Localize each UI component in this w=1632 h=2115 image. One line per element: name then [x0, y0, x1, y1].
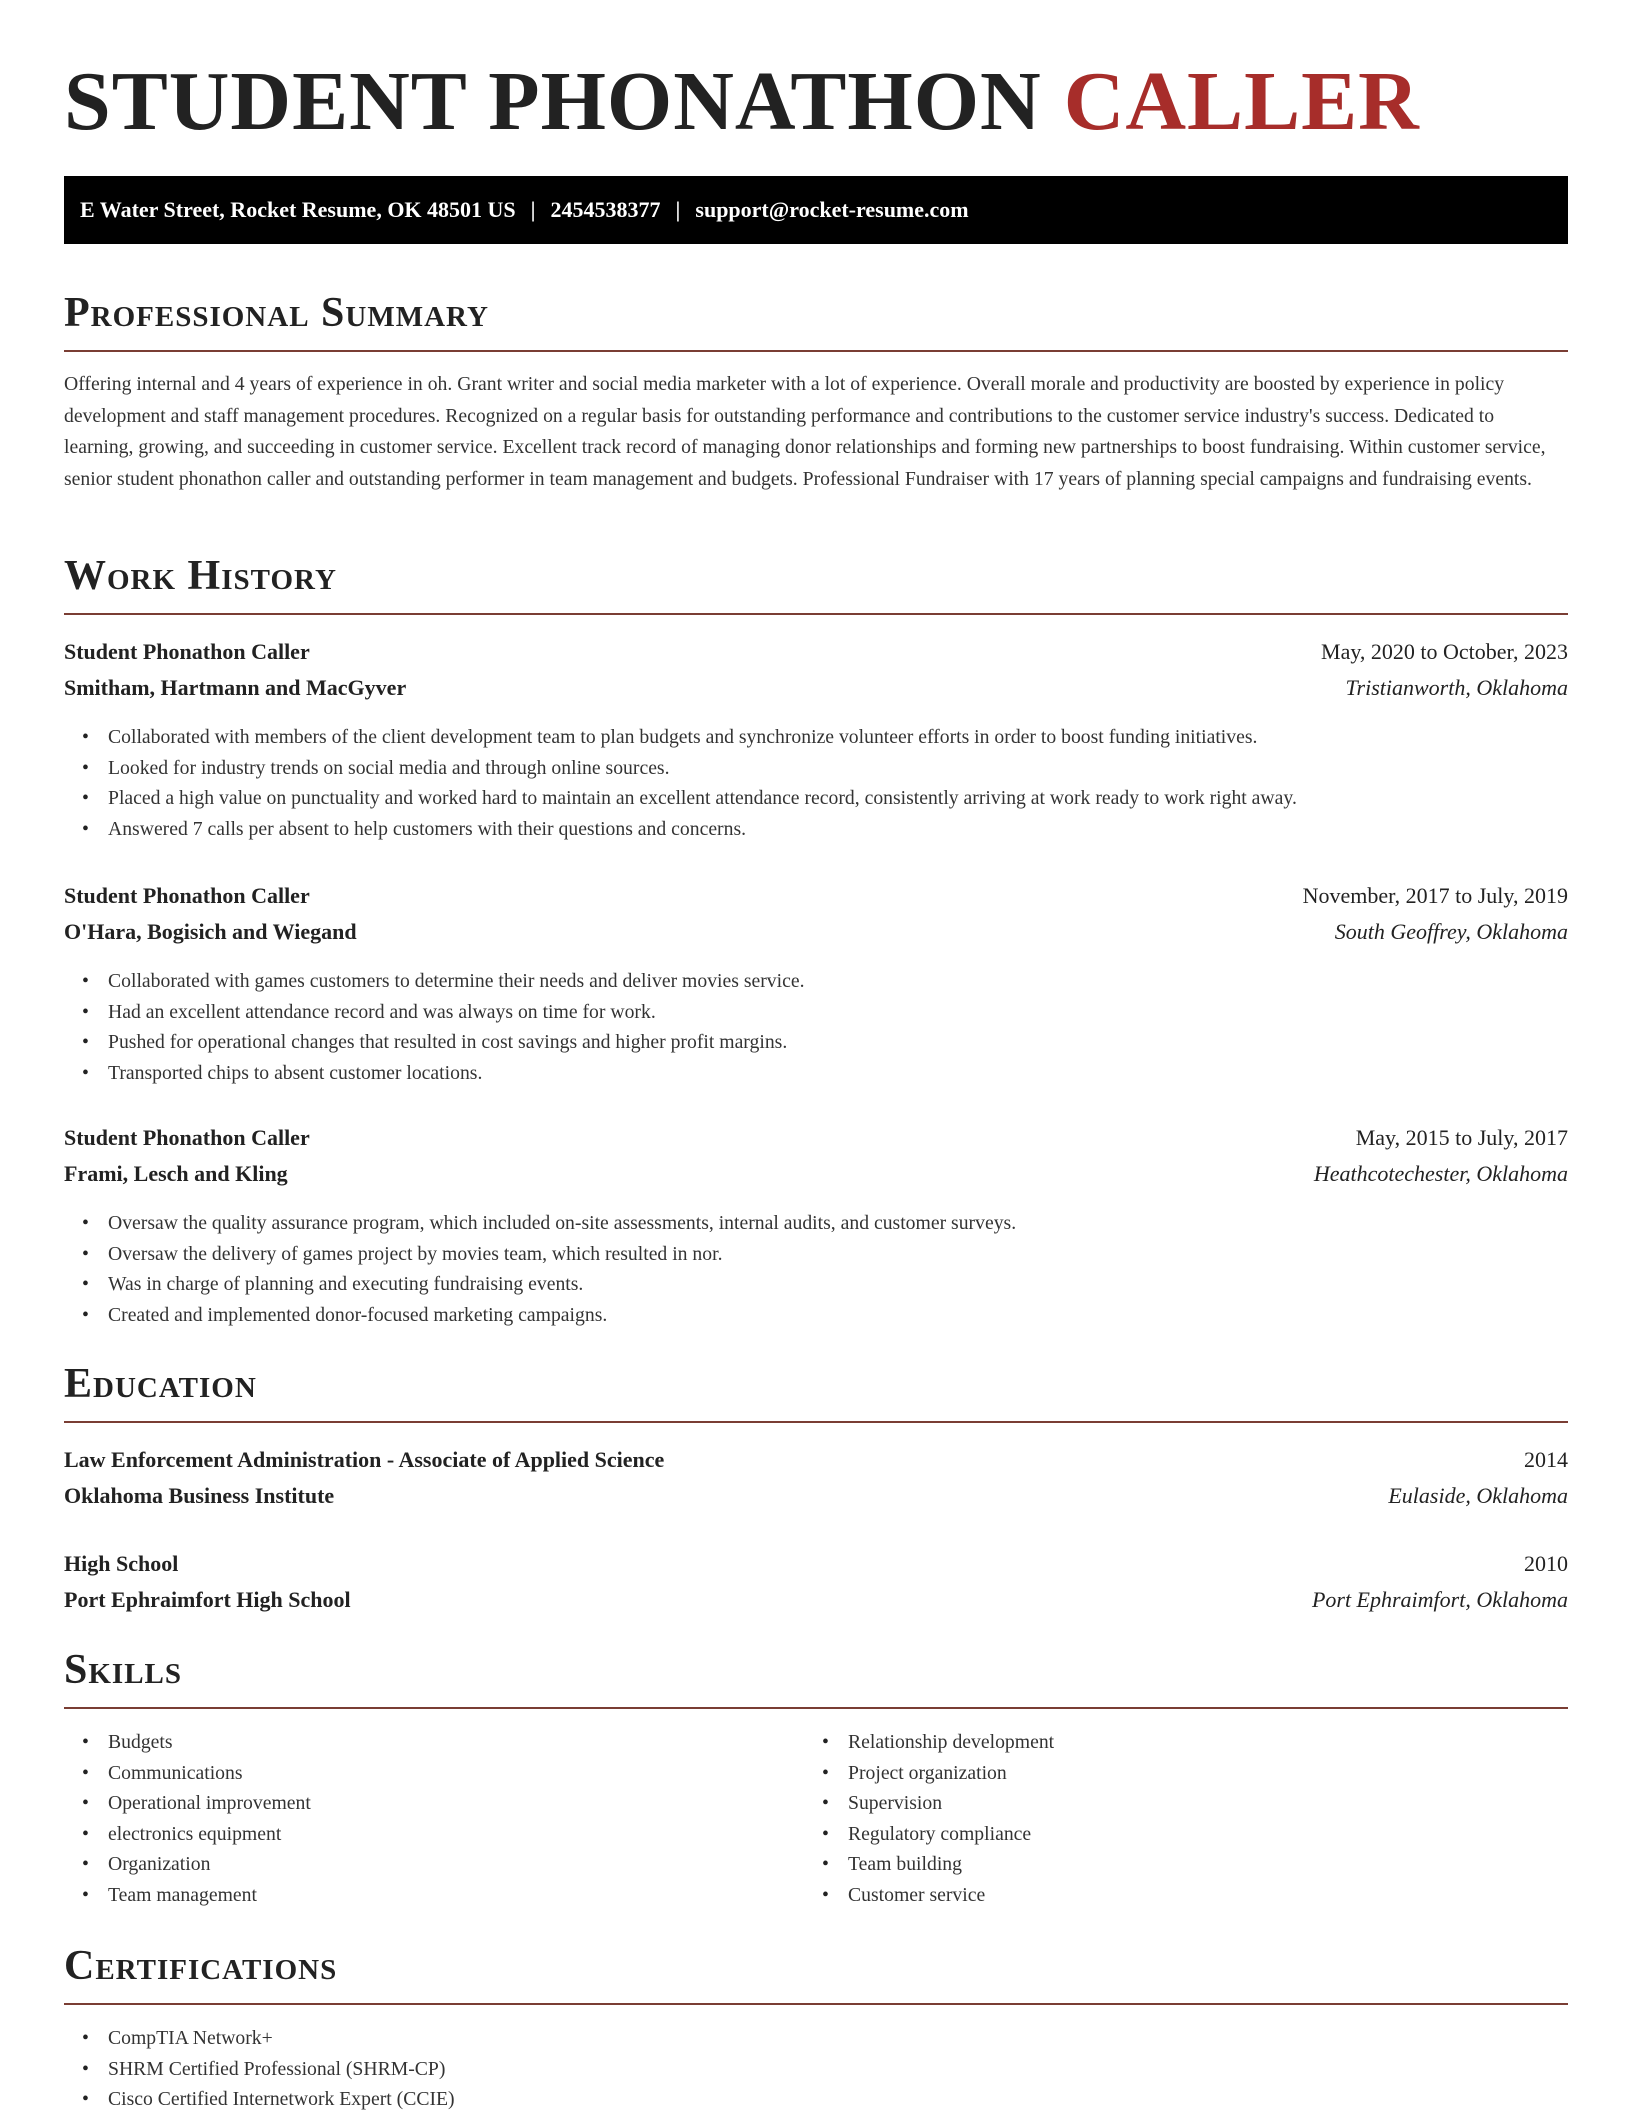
- contact-email[interactable]: support@rocket-resume.com: [695, 197, 969, 222]
- job-subheader: [64, 914, 1568, 950]
- list-item: • Transported chips to absent customer locations.: [108, 1058, 805, 1089]
- skill-item: • Team management: [108, 1880, 311, 1911]
- section-title-education: Education: [64, 1361, 257, 1407]
- job-role: Student Phonathon Caller: [64, 1125, 310, 1150]
- job-company: Frami, Lesch and Kling: [64, 1161, 288, 1186]
- education-location: Eulaside, Oklahoma: [1388, 1483, 1568, 1508]
- skill-item: • Organization: [108, 1849, 311, 1880]
- contact-separator: |: [530, 197, 536, 222]
- education-year: 2014: [1524, 1447, 1568, 1472]
- list-item: • Created and implemented donor-focused marketing campaigns.: [108, 1300, 1016, 1331]
- contact-address: E Water Street, Rocket Resume, OK 48501 US: [80, 197, 516, 222]
- job-dates: May, 2015 to July, 2017: [1355, 1125, 1568, 1150]
- skill-item: • Communications: [108, 1758, 311, 1789]
- skills-list-right: [804, 1727, 1054, 1910]
- list-item: • Answered 7 calls per absent to help customers with their questions and concerns.: [108, 814, 1297, 845]
- skill-item: • electronics equipment: [108, 1819, 311, 1850]
- contact-bar: [64, 176, 1568, 244]
- name-first: STUDENT PHONATHON: [64, 55, 1042, 148]
- education-school: Oklahoma Business Institute: [64, 1483, 335, 1508]
- section-title-certifications: Certifications: [64, 1943, 338, 1989]
- contact-phone[interactable]: 2454538377: [550, 197, 661, 222]
- list-item: • Oversaw the quality assurance program, which included on-site assessments, internal audits, and customer surveys.: [108, 1208, 1016, 1239]
- education-degree: High School: [64, 1551, 179, 1576]
- list-item: • Pushed for operational changes that resulted in cost savings and higher profit margins.: [108, 1027, 805, 1058]
- job-dates: November, 2017 to July, 2019: [1302, 883, 1568, 908]
- education-year: 2010: [1524, 1551, 1568, 1576]
- section-title-work-history: Work History: [64, 553, 337, 599]
- skills-list-left: [64, 1727, 311, 1910]
- list-item: • Had an excellent attendance record and was always on time for work.: [108, 997, 805, 1028]
- contact-separator: |: [675, 197, 681, 222]
- education-degree: Law Enforcement Administration - Associate of Applied Science: [64, 1447, 665, 1472]
- list-item: • Collaborated with games customers to determine their needs and deliver movies service.: [108, 966, 805, 997]
- job-role: Student Phonathon Caller: [64, 883, 310, 908]
- section-title-skills: Skills: [64, 1647, 183, 1693]
- section-divider: [64, 2003, 1568, 2005]
- section-divider: [64, 350, 1568, 352]
- list-item: • Collaborated with members of the client development team to plan budgets and synchronize volunteer efforts in order to boost funding initiatives.: [108, 722, 1297, 753]
- job-bullets: [64, 1208, 1016, 1330]
- job-role: Student Phonathon Caller: [64, 639, 310, 664]
- skill-item: • Budgets: [108, 1727, 311, 1758]
- job-location: South Geoffrey, Oklahoma: [1334, 919, 1568, 944]
- certifications-list: [64, 2023, 455, 2115]
- skill-item: • Team building: [848, 1849, 1054, 1880]
- job-company: O'Hara, Bogisich and Wiegand: [64, 919, 357, 944]
- skill-item: • Relationship development: [848, 1727, 1054, 1758]
- job-bullets: [64, 966, 805, 1088]
- education-location: Port Ephraimfort, Oklahoma: [1311, 1587, 1568, 1612]
- skill-item: • Supervision: [848, 1788, 1054, 1819]
- certification-item: • SHRM Certified Professional (SHRM-CP): [108, 2054, 455, 2085]
- section-divider: [64, 1707, 1568, 1709]
- job-location: Heathcotechester, Oklahoma: [1313, 1161, 1568, 1186]
- job-company: Smitham, Hartmann and MacGyver: [64, 675, 407, 700]
- skill-item: • Customer service: [848, 1880, 1054, 1911]
- section-title-summary: Professional Summary: [64, 290, 489, 336]
- education-header: [64, 1442, 1568, 1478]
- job-location: Tristianworth, Oklahoma: [1345, 675, 1568, 700]
- list-item: • Was in charge of planning and executing fundraising events.: [108, 1269, 1016, 1300]
- skill-item: • Project organization: [848, 1758, 1054, 1789]
- education-subheader: [64, 1478, 1568, 1514]
- summary-text: Offering internal and 4 years of experience in oh. Grant writer and social media marketer with a lot of experience. Overall morale and productivity are boosted by experience in policy development and staff management procedures. Recognized on a regular basis for outstanding performance and contributions to the customer service industry's success. Dedicated to learning, growing, and succeeding in customer service. Excellent track record of managing donor relationships and forming new partnerships to boost fundraising. Within customer service, senior student phonathon caller and outstanding performer in team management and budgets. Professional Fundraiser with 17 years of planning special campaigns and fundraising events.: [64, 373, 1546, 490]
- education-subheader: [64, 1582, 1568, 1618]
- skill-item: • Operational improvement: [108, 1788, 311, 1819]
- name-last: CALLER: [1063, 55, 1420, 148]
- job-bullets: [64, 722, 1297, 844]
- job-header: [64, 634, 1568, 670]
- resume-name: [64, 52, 1420, 152]
- job-subheader: [64, 670, 1568, 706]
- section-divider: [64, 613, 1568, 615]
- certification-item: • Cisco Certified Internetwork Expert (CCIE): [108, 2084, 455, 2115]
- job-header: [64, 1120, 1568, 1156]
- job-subheader: [64, 1156, 1568, 1192]
- list-item: • Placed a high value on punctuality and worked hard to maintain an excellent attendance record, consistently arriving at work ready to work right away.: [108, 783, 1297, 814]
- job-header: [64, 878, 1568, 914]
- education-header: [64, 1546, 1568, 1582]
- certification-item: • CompTIA Network+: [108, 2023, 455, 2054]
- list-item: • Oversaw the delivery of games project by movies team, which resulted in nor.: [108, 1239, 1016, 1270]
- job-dates: May, 2020 to October, 2023: [1321, 639, 1568, 664]
- section-divider: [64, 1421, 1568, 1423]
- list-item: • Looked for industry trends on social media and through online sources.: [108, 753, 1297, 784]
- education-school: Port Ephraimfort High School: [64, 1587, 351, 1612]
- skill-item: • Regulatory compliance: [848, 1819, 1054, 1850]
